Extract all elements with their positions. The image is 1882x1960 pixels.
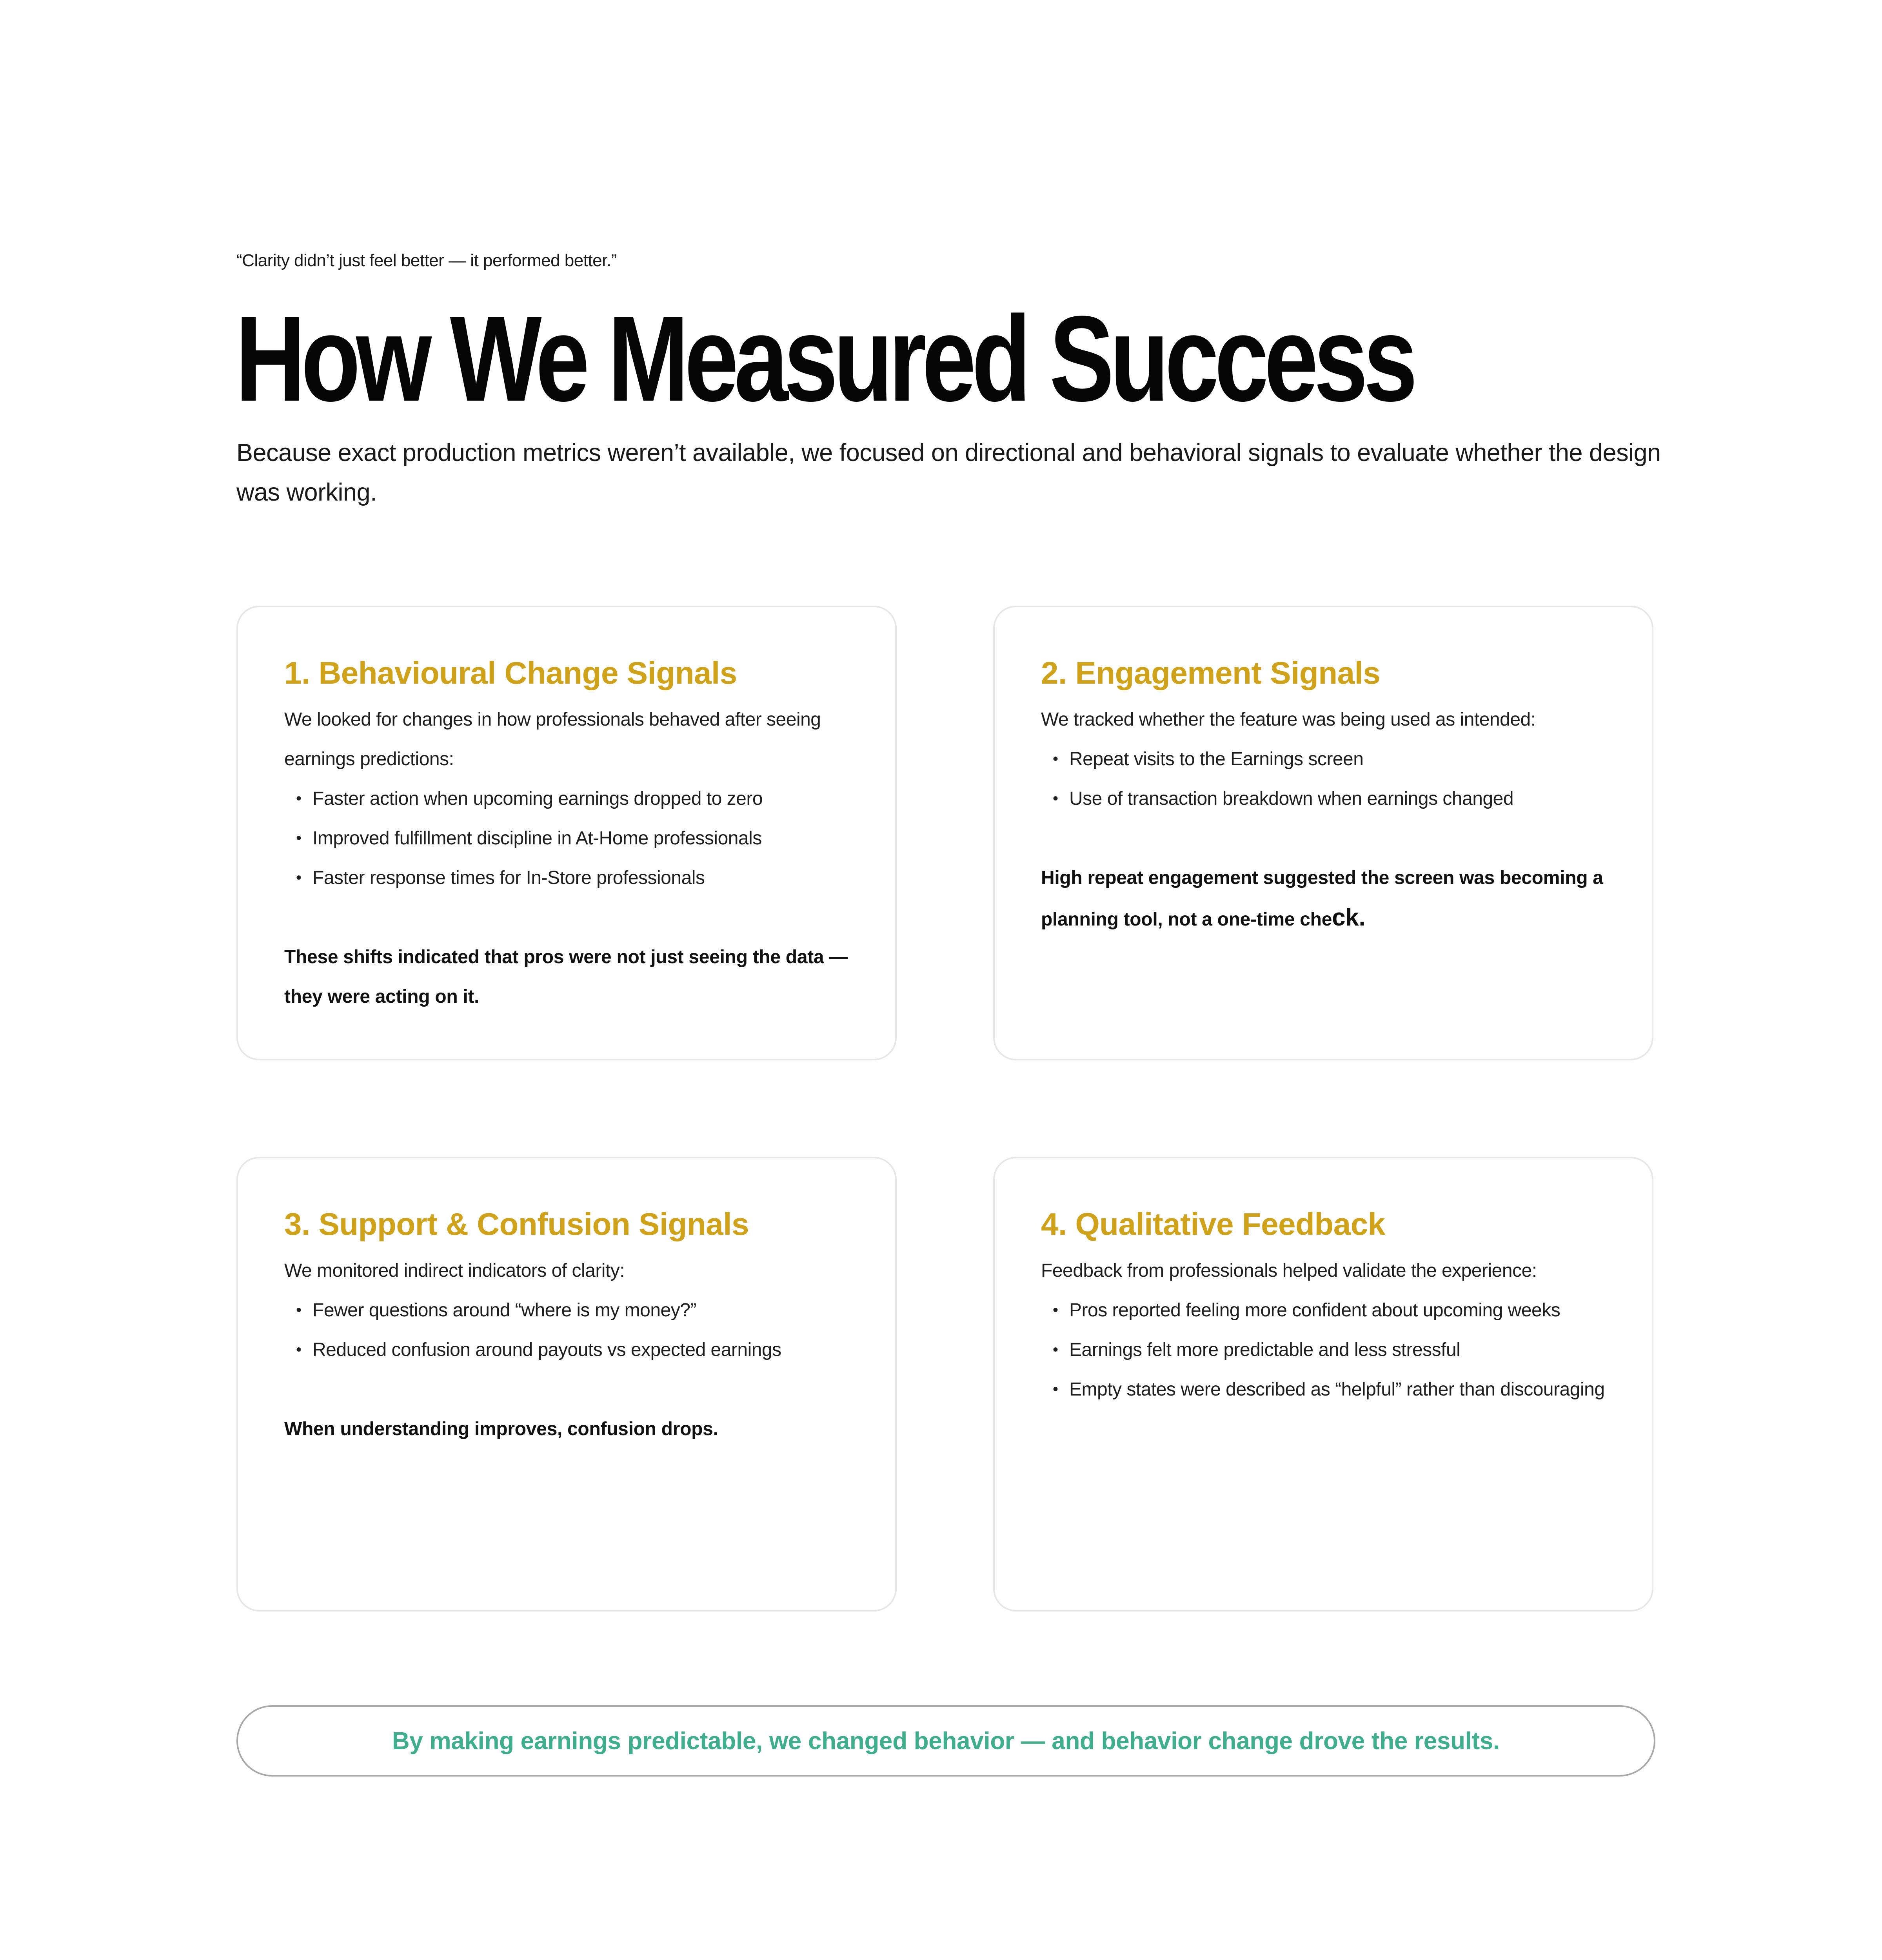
list-item [296,818,849,858]
bullet-icon: • [1053,750,1058,768]
card-note: When understanding improves, confusion drops. [284,1419,718,1439]
bullet-icon: • [296,1341,302,1358]
bullet-icon: • [1053,1381,1058,1398]
summary-text: By making earnings predictable, we changed behavior — and behavior change drove the results. [392,1727,1500,1755]
card-description: Feedback from professionals helped validate the experience: [1041,1260,1537,1281]
list-item [1053,1290,1606,1330]
list-item-text: Reduced confusion around payouts vs expected earnings [312,1339,781,1360]
card-description: We looked for changes in how professionals behaved after seeing earnings predictions: [284,709,821,769]
bullet-icon: • [296,790,302,807]
list-item-text: Fewer questions around “where is my money?” [312,1300,696,1321]
list-item [1053,739,1606,779]
card-title: 3. Support & Confusion Signals [284,1207,749,1241]
bullet-icon: • [296,1301,302,1319]
list-item [296,1290,849,1330]
list-item [296,858,849,898]
card-list [284,1290,849,1370]
list-item [1053,1370,1606,1409]
list-item-text: Pros reported feeling more confident about upcoming weeks [1069,1300,1560,1321]
card-engagement [993,606,1653,1060]
list-item [296,1330,849,1370]
list-item-text: Improved fulfillment discipline in At-Home professionals [312,828,762,849]
card-note-text: High repeat engagement suggested the screen was becoming a planning tool, not a one-time che [1041,867,1603,930]
summary-pill [236,1705,1655,1777]
list-item [296,779,849,818]
card-list [284,779,849,898]
card-description: We monitored indirect indicators of clarity: [284,1260,625,1281]
intro-text: Because exact production metrics weren’t available, we focused on directional and behavioral signals to evaluate whether the design was working. [236,439,1661,506]
card-support-confusion [236,1157,897,1612]
card-description: We tracked whether the feature was being used as intended: [1041,709,1536,730]
list-item-text: Faster response times for In-Store professionals [312,867,705,888]
bullet-icon: • [1053,790,1058,807]
bullet-icon: • [1053,1341,1058,1358]
list-item [1053,779,1606,818]
bullet-icon: • [296,829,302,847]
list-item-text: Repeat visits to the Earnings screen [1069,749,1364,769]
list-item [1053,1330,1606,1370]
list-item-text: Use of transaction breakdown when earnings changed [1069,788,1514,809]
card-list [1041,1290,1606,1409]
list-item-text: Empty states were described as “helpful” rather than discouraging [1069,1379,1605,1400]
bullet-icon: • [296,869,302,886]
card-note [1041,858,1606,939]
list-item-text: Earnings felt more predictable and less stressful [1069,1339,1461,1360]
card-note: These shifts indicated that pros were not just seeing the data — they were acting on it. [284,947,848,1007]
card-note-tail: ck. [1332,904,1366,931]
list-item-text: Faster action when upcoming earnings dropped to zero [312,788,763,809]
card-behavioural-change [236,606,897,1060]
card-qualitative-feedback [993,1157,1653,1612]
card-list [1041,739,1606,818]
card-title: 2. Engagement Signals [1041,655,1381,690]
quote: “Clarity didn’t just feel better — it performed better.” [236,251,617,270]
card-title: 1. Behavioural Change Signals [284,655,737,690]
page-title: How We Measured Success [235,290,1413,426]
card-title: 4. Qualitative Feedback [1041,1207,1385,1241]
bullet-icon: • [1053,1301,1058,1319]
